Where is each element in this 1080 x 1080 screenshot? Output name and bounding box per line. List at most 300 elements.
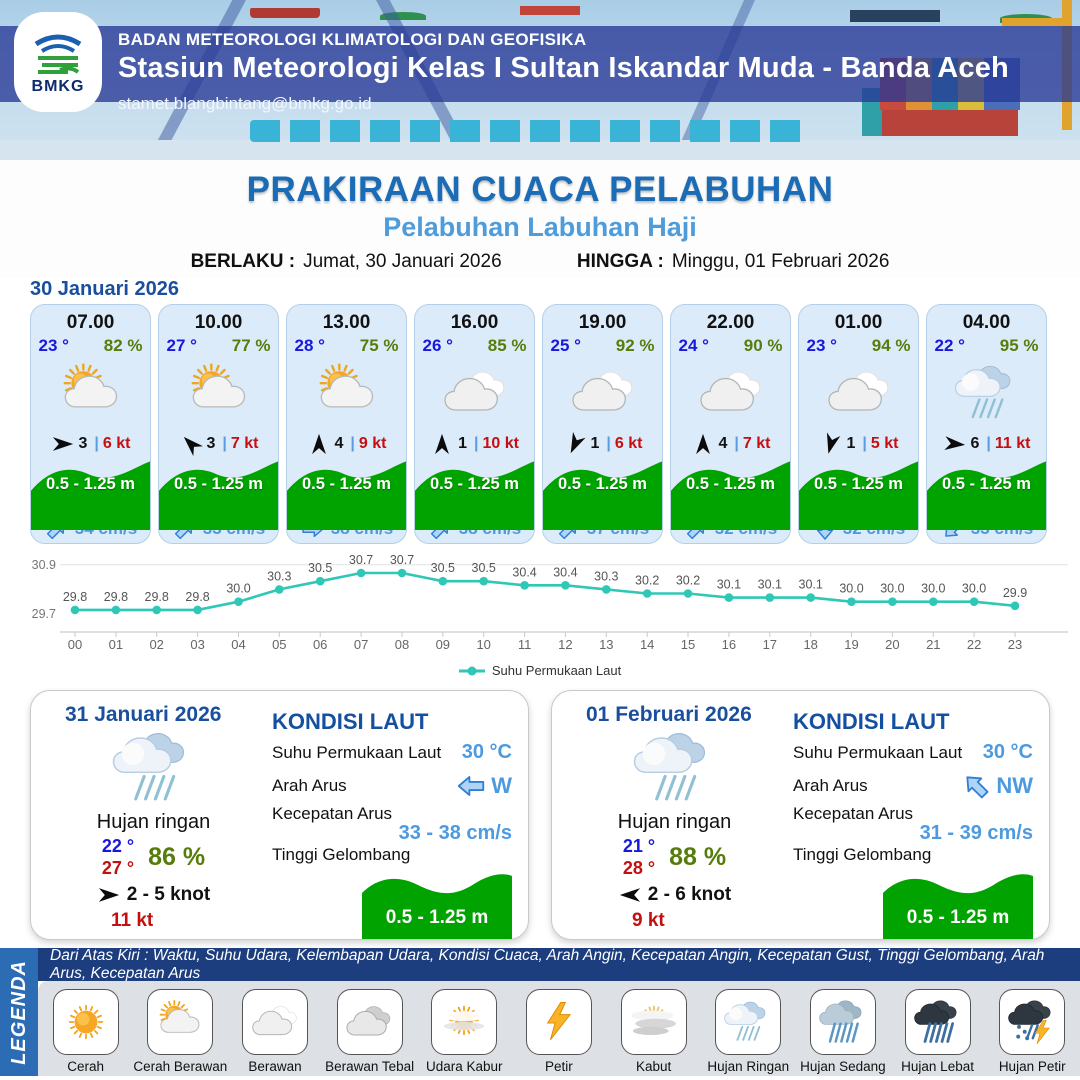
x-tick-label: 12	[558, 637, 573, 652]
header	[0, 0, 1080, 160]
wave-height: 0.5 - 1.25 m	[686, 474, 775, 493]
cerah-berawan-icon	[56, 358, 126, 428]
legend-icon-tile	[147, 989, 213, 1055]
data-point	[970, 597, 979, 606]
wave-height-label: Tinggi Gelombang	[793, 845, 932, 864]
port-name: Pelabuhan Labuhan Haji	[383, 212, 697, 242]
legend-item	[701, 989, 795, 1074]
x-tick-label: 18	[803, 637, 818, 652]
data-point	[439, 577, 448, 586]
hujan-ringan-icon	[952, 358, 1022, 428]
ship-shape	[850, 10, 940, 22]
current-speed-label: Kecepatan Arus	[793, 804, 914, 823]
wind-row	[819, 432, 899, 456]
sst-label: Suhu Permukaan Laut	[793, 742, 963, 762]
wind-direction-icon	[430, 432, 454, 456]
humidity: 75 %	[359, 336, 399, 355]
x-tick-label: 06	[312, 637, 328, 652]
daily-weather-icon-box	[109, 723, 199, 811]
current-direction-icon	[455, 770, 487, 802]
sea-condition-title: KONDISI LAUT	[272, 709, 429, 734]
x-tick-label: 08	[394, 637, 410, 652]
wave-height-box	[30, 456, 151, 516]
x-tick-label: 10	[476, 637, 491, 652]
data-label: 29.8	[103, 589, 129, 604]
hujan-lebat-icon	[912, 996, 964, 1048]
wind-direction-icon	[51, 432, 75, 456]
current-direction-value: W	[491, 773, 512, 798]
wind-direction-icon	[179, 432, 203, 456]
gust-speed: 7 kt	[230, 435, 259, 452]
legend-sidebar	[0, 948, 38, 1076]
humidity: 77 %	[231, 336, 271, 355]
x-tick-label: 14	[639, 637, 655, 652]
min-temperature: 22 °	[101, 836, 135, 856]
data-label: 30.7	[389, 553, 415, 567]
data-label: 30.3	[267, 569, 292, 584]
wind-speed: 1	[458, 435, 467, 452]
data-point	[1011, 602, 1020, 611]
wave-height: 0.5 - 1.25 m	[46, 474, 135, 493]
data-point	[602, 585, 611, 594]
x-tick-label: 03	[190, 637, 205, 652]
forecast-time: 04.00	[962, 312, 1011, 333]
legend-icon-tile	[999, 989, 1065, 1055]
legend-item	[323, 989, 417, 1074]
legend-marker-icon	[459, 666, 485, 676]
wave-height: 0.5 - 1.25 m	[302, 474, 391, 493]
daily-wave-box	[362, 867, 512, 939]
legend-item-label: Cerah Berawan	[133, 1059, 228, 1074]
forecast-date: 30 Januari 2026	[30, 278, 179, 300]
current-speed-value: 33 - 38 cm/s	[398, 822, 512, 844]
air-temperature: 26 °	[422, 336, 453, 355]
bmkg-logo-text: BMKG	[31, 78, 85, 95]
current-speed-value: 31 - 39 cm/s	[919, 822, 1033, 844]
current-speed-label: Kecepatan Arus	[272, 804, 393, 823]
x-tick-label: 04	[231, 637, 246, 652]
crane-shape	[1002, 18, 1072, 26]
forecast-time: 10.00	[194, 312, 243, 333]
data-label: 30.2	[675, 573, 701, 588]
weather-icon-box	[568, 358, 638, 428]
current-direction-label: Arah Arus	[793, 776, 868, 795]
petir-icon	[533, 996, 585, 1048]
wind-direction-icon	[819, 432, 843, 456]
data-label: 30.0	[961, 581, 987, 596]
data-point	[847, 597, 856, 606]
data-point	[152, 606, 161, 615]
data-point	[479, 577, 488, 586]
weather-icon-box	[56, 358, 126, 428]
daily-date: 31 Januari 2026	[65, 703, 222, 726]
wave-height: 0.5 - 1.25 m	[942, 474, 1031, 493]
wind-direction-icon	[307, 432, 331, 456]
x-tick-label: 15	[680, 637, 696, 652]
wind-row	[943, 432, 1031, 456]
ship-shape	[520, 6, 580, 15]
gust-speed: 6 kt	[614, 435, 643, 452]
legend-item	[133, 989, 227, 1074]
legend-item	[417, 989, 511, 1074]
data-label: 30.0	[921, 581, 946, 596]
forecast-time: 19.00	[578, 312, 627, 333]
data-label: 30.2	[635, 573, 660, 588]
wave-height-box	[286, 456, 407, 516]
legend-item	[796, 989, 890, 1074]
sea-condition-panel	[256, 703, 512, 929]
x-tick-label: 02	[149, 637, 164, 652]
cerah-berawan-icon	[312, 358, 382, 428]
valid-to-label: HINGGA :	[576, 251, 664, 272]
max-temperature: 28 °	[622, 857, 656, 878]
daily-forecast-row	[0, 690, 1080, 940]
data-label: 30.4	[553, 565, 578, 580]
data-point	[357, 569, 366, 578]
udara-kabur-icon	[438, 996, 490, 1048]
wind-direction-icon	[943, 432, 967, 456]
data-label: 30.1	[757, 577, 782, 592]
data-label: 29.9	[1002, 585, 1028, 600]
air-temperature: 22 °	[934, 336, 965, 355]
valid-to-value: Minggu, 01 Februari 2026	[671, 251, 890, 272]
x-tick-label: 22	[966, 637, 982, 652]
legend-item	[985, 989, 1079, 1074]
legend-icon-tile	[905, 989, 971, 1055]
air-temperature: 27 °	[166, 336, 197, 355]
wind-direction-icon	[618, 883, 642, 907]
data-point	[316, 577, 325, 586]
weather-icon-box	[952, 358, 1022, 428]
separator: |	[734, 435, 739, 452]
x-tick-label: 17	[762, 637, 778, 652]
hujan-sedang-icon	[817, 996, 869, 1048]
air-temperature: 28 °	[294, 336, 325, 355]
wind-speed: 3	[78, 435, 88, 452]
hourly-card	[286, 304, 407, 544]
wave-height: 0.5 - 1.25 m	[174, 474, 263, 493]
data-label: 30.5	[471, 561, 496, 576]
data-label: 30.7	[348, 553, 374, 567]
humidity: 82 %	[103, 336, 143, 355]
legend-item-label: Petir	[545, 1059, 573, 1074]
ship-shape	[250, 8, 320, 18]
cerah-berawan-icon	[184, 358, 254, 428]
daily-wave-height: 0.5 - 1.25 m	[906, 907, 1010, 928]
data-label: 30.4	[512, 565, 537, 580]
legend-item-label: Kabut	[635, 1059, 672, 1074]
forecast-time: 13.00	[322, 312, 371, 333]
legend-item-label: Berawan Tebal	[325, 1059, 415, 1074]
legend-icon-strip	[38, 981, 1080, 1076]
weather-icon-box	[312, 358, 382, 428]
data-label: 29.8	[144, 589, 169, 604]
station-email: stamet.blangbintang@bmkg.go.id	[118, 94, 372, 113]
wave-height-box	[926, 456, 1047, 516]
daily-weather-icon-box	[630, 723, 720, 811]
legend-item-label: Hujan Lebat	[901, 1059, 974, 1074]
separator: |	[350, 435, 355, 452]
daily-wind-row	[618, 883, 731, 907]
berawan-icon	[824, 358, 894, 428]
gust-speed: 5 kt	[870, 435, 899, 452]
legend-icon-tile	[431, 989, 497, 1055]
gust-speed: 9 kt	[358, 435, 387, 452]
legend-icon-tile	[715, 989, 781, 1055]
legend-icon-tile	[621, 989, 687, 1055]
air-temperature: 24 °	[678, 336, 709, 355]
legend-item	[228, 989, 322, 1074]
daily-gust: 9 kt	[632, 910, 665, 932]
daily-humidity: 86 %	[148, 843, 206, 872]
data-point	[806, 593, 815, 602]
x-tick-label: 11	[517, 637, 532, 652]
weather-icon-box	[824, 358, 894, 428]
x-tick-label: 19	[844, 637, 859, 652]
daily-wind-range: 2 - 6 knot	[647, 884, 732, 906]
berawan-icon	[249, 996, 301, 1048]
daily-wind-row	[97, 883, 210, 907]
daily-wave-box	[883, 867, 1033, 939]
bmkg-logo-icon	[30, 28, 86, 80]
title-section	[0, 160, 1080, 278]
wind-speed: 6	[970, 435, 980, 452]
wind-row	[691, 432, 771, 456]
forecast-time: 22.00	[706, 312, 755, 333]
legend-icon-tile	[526, 989, 592, 1055]
legend-item	[891, 989, 985, 1074]
gust-speed: 11 kt	[994, 435, 1031, 452]
data-label: 29.8	[62, 589, 88, 604]
data-point	[684, 589, 693, 598]
hourly-card	[926, 304, 1047, 544]
hourly-card	[670, 304, 791, 544]
wave-height-label: Tinggi Gelombang	[272, 845, 411, 864]
data-point	[766, 593, 775, 602]
sst-value: 30 °C	[982, 741, 1033, 763]
data-label: 30.0	[880, 581, 905, 596]
current-direction-icon	[960, 770, 992, 802]
data-point	[561, 581, 570, 590]
x-tick-label: 00	[67, 637, 83, 652]
daily-wave-height: 0.5 - 1.25 m	[385, 907, 489, 928]
legend-item-label: Hujan Ringan	[707, 1059, 790, 1074]
x-tick-label: 20	[885, 637, 900, 652]
data-point	[275, 585, 284, 594]
weather-icon-box	[184, 358, 254, 428]
wind-speed: 1	[846, 435, 856, 452]
daily-card	[551, 690, 1050, 940]
hujan-ringan-icon	[109, 723, 199, 813]
separator: |	[986, 435, 991, 452]
weather-condition: Hujan ringan	[617, 811, 732, 833]
forecast-time: 16.00	[450, 312, 499, 333]
berawan-icon	[568, 358, 638, 428]
seat-row	[250, 120, 810, 142]
legend-icon-tile	[337, 989, 403, 1055]
hourly-forecast-section	[0, 278, 1080, 544]
data-point	[643, 589, 652, 598]
valid-from-value: Jumat, 30 Januari 2026	[303, 251, 502, 272]
wind-direction-icon	[691, 432, 715, 456]
forecast-time: 07.00	[66, 312, 115, 333]
weather-condition: Hujan ringan	[96, 811, 211, 833]
daily-wind-range: 2 - 5 knot	[126, 884, 211, 906]
bmkg-logo	[14, 12, 102, 112]
wave-height: 0.5 - 1.25 m	[558, 474, 647, 493]
cerah-berawan-icon	[154, 996, 206, 1048]
data-label: 30.5	[308, 561, 333, 576]
data-point	[234, 597, 243, 606]
data-point	[398, 569, 407, 578]
wave-height-box	[158, 456, 279, 516]
separator: |	[606, 435, 611, 452]
air-temperature: 25 °	[550, 336, 581, 355]
wave-height-box	[542, 456, 663, 516]
data-label: 30.1	[798, 577, 823, 592]
legend-description: Dari Atas Kiri : Waktu, Suhu Udara, Kelembapan Udara, Kondisi Cuaca, Arah Angin, Kecepatan Angin, Kecepatan Gust, Tinggi Gelombang, Arah Arus, Kecepatan Arus	[38, 948, 1080, 981]
wind-speed: 4	[334, 435, 344, 452]
wind-speed: 4	[718, 435, 728, 452]
page-title: PRAKIRAAN CUACA PELABUHAN	[246, 170, 834, 209]
wind-speed: 3	[206, 435, 216, 452]
legend-item-label: Berawan	[248, 1059, 302, 1074]
gust-speed: 6 kt	[102, 435, 131, 452]
legend-item	[512, 989, 606, 1074]
wind-direction-icon	[563, 432, 587, 456]
x-tick-label: 09	[435, 637, 451, 652]
wind-speed: 1	[590, 435, 600, 452]
sst-value: 30 °C	[461, 741, 512, 763]
wind-row	[179, 432, 259, 456]
weather-icon-box	[696, 358, 766, 428]
valid-from-label: BERLAKU :	[190, 251, 296, 272]
humidity: 85 %	[487, 336, 527, 355]
wind-row	[51, 432, 131, 456]
sea-condition-panel	[777, 703, 1033, 929]
legend-item	[607, 989, 701, 1074]
sst-chart	[0, 550, 1080, 682]
x-tick-label: 05	[272, 637, 287, 652]
daily-humidity: 88 %	[669, 843, 727, 872]
legend-icon-tile	[810, 989, 876, 1055]
hujan-ringan-icon	[722, 996, 774, 1048]
berawan-icon	[696, 358, 766, 428]
data-label: 30.1	[716, 577, 742, 592]
data-point	[520, 581, 529, 590]
daily-date: 01 Februari 2026	[586, 703, 752, 726]
sst-chart-plot	[0, 550, 1080, 656]
berawan-icon	[440, 358, 510, 428]
station-name: Stasiun Meteorologi Kelas I Sultan Iskandar Muda - Banda Aceh	[118, 52, 1009, 84]
validity-row	[0, 251, 1080, 273]
x-tick-label: 01	[108, 637, 124, 652]
weather-icon-box	[440, 358, 510, 428]
hourly-card	[542, 304, 663, 544]
data-label: 29.8	[185, 589, 210, 604]
x-tick-label: 21	[926, 637, 941, 652]
wind-row	[430, 432, 519, 456]
max-temperature: 27 °	[101, 857, 135, 878]
y-tick-label: 29.7	[31, 607, 56, 621]
daily-card	[30, 690, 529, 940]
x-tick-label: 16	[721, 637, 737, 652]
legend-footer	[0, 948, 1080, 1076]
berawan-tebal-icon	[344, 996, 396, 1048]
hourly-card	[798, 304, 919, 544]
legend-item-label: Hujan Petir	[998, 1059, 1066, 1074]
floor-strip	[0, 140, 1080, 160]
cerah-icon	[60, 996, 112, 1048]
separator: |	[94, 435, 99, 452]
agency-name: BADAN METEOROLOGI KLIMATOLOGI DAN GEOFISIKA	[118, 30, 587, 49]
data-point	[725, 593, 734, 602]
min-temperature: 21 °	[622, 836, 656, 856]
hourly-card	[30, 304, 151, 544]
humidity: 92 %	[615, 336, 655, 355]
data-label: 30.5	[430, 561, 455, 576]
wind-row	[563, 432, 643, 456]
daily-gust: 11 kt	[111, 910, 154, 932]
hujan-petir-icon	[1006, 996, 1058, 1048]
data-point	[112, 606, 121, 615]
data-label: 30.0	[839, 581, 864, 596]
air-temperature: 23 °	[806, 336, 837, 355]
data-label: 30.3	[594, 569, 619, 584]
wave-height: 0.5 - 1.25 m	[430, 474, 519, 493]
hourly-card	[414, 304, 535, 544]
wind-row	[307, 432, 387, 456]
current-direction-label: Arah Arus	[272, 776, 347, 795]
separator: |	[222, 435, 227, 452]
x-tick-label: 07	[353, 637, 369, 652]
separator: |	[473, 435, 479, 452]
wave-height-box	[798, 456, 919, 516]
x-tick-label: 13	[599, 637, 614, 652]
y-tick-label: 30.9	[31, 557, 56, 572]
wave-height-box	[670, 456, 791, 516]
air-temperature: 23 °	[38, 336, 69, 355]
legend-item-label: Cerah	[67, 1059, 105, 1074]
sst-chart-legend	[0, 663, 1080, 678]
humidity: 94 %	[871, 336, 911, 355]
wave-height-box	[414, 456, 535, 516]
hujan-ringan-icon	[630, 723, 720, 813]
legend-sidebar-label: LEGENDA	[7, 959, 30, 1065]
current-direction-value: NW	[996, 773, 1033, 798]
legend-icon-tile	[53, 989, 119, 1055]
data-point	[929, 597, 938, 606]
data-point	[193, 606, 202, 615]
legend-item-label: Udara Kabur	[426, 1059, 503, 1074]
humidity: 90 %	[743, 336, 783, 355]
gust-speed: 10 kt	[482, 435, 519, 452]
legend-item-label: Hujan Sedang	[800, 1059, 886, 1074]
kabut-icon	[628, 996, 680, 1048]
hourly-card	[158, 304, 279, 544]
sst-label: Suhu Permukaan Laut	[272, 742, 442, 762]
separator: |	[862, 435, 867, 452]
x-tick-label: 23	[1007, 637, 1023, 652]
series-legend-label: Suhu Permukaan Laut	[491, 663, 622, 678]
legend-item	[39, 989, 133, 1074]
data-point	[71, 606, 80, 615]
data-label: 30.0	[226, 581, 251, 596]
legend-icon-tile	[242, 989, 308, 1055]
hourly-card-row	[30, 304, 1050, 544]
wave-height: 0.5 - 1.25 m	[814, 474, 903, 493]
wind-direction-icon	[97, 883, 121, 907]
